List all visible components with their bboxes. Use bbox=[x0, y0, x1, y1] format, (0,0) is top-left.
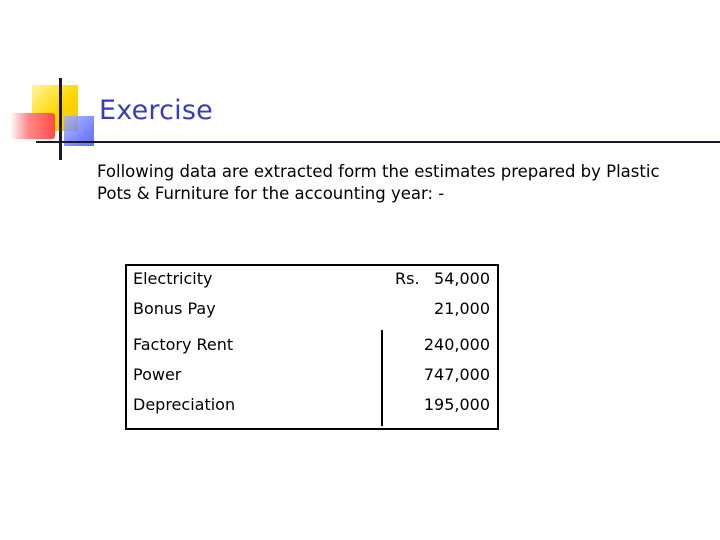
table-row-label: Depreciation bbox=[133, 395, 236, 414]
slide-title: Exercise bbox=[99, 95, 213, 126]
table-column-divider bbox=[381, 330, 383, 426]
table-row-label: Factory Rent bbox=[133, 335, 234, 354]
table-row-label: Electricity bbox=[133, 269, 213, 288]
intro-paragraph: Following data are extracted form the estimates prepared by Plastic Pots & Furniture for the accounting year: - bbox=[97, 162, 660, 203]
decorative-vertical-line bbox=[59, 78, 62, 160]
table-row-amount: 240,000 bbox=[423, 335, 490, 354]
table-row-label: Bonus Pay bbox=[133, 299, 216, 318]
table-row-amount: 54,000 bbox=[434, 269, 490, 288]
table-row-label: Power bbox=[133, 365, 182, 384]
decorative-red-bar bbox=[10, 113, 55, 139]
table-row-amount: 747,000 bbox=[423, 365, 490, 384]
table-row-amount: 195,000 bbox=[423, 395, 490, 414]
title-underline bbox=[36, 141, 720, 143]
table-row-amount: 21,000 bbox=[434, 299, 490, 318]
currency-label: Rs. bbox=[395, 269, 420, 288]
